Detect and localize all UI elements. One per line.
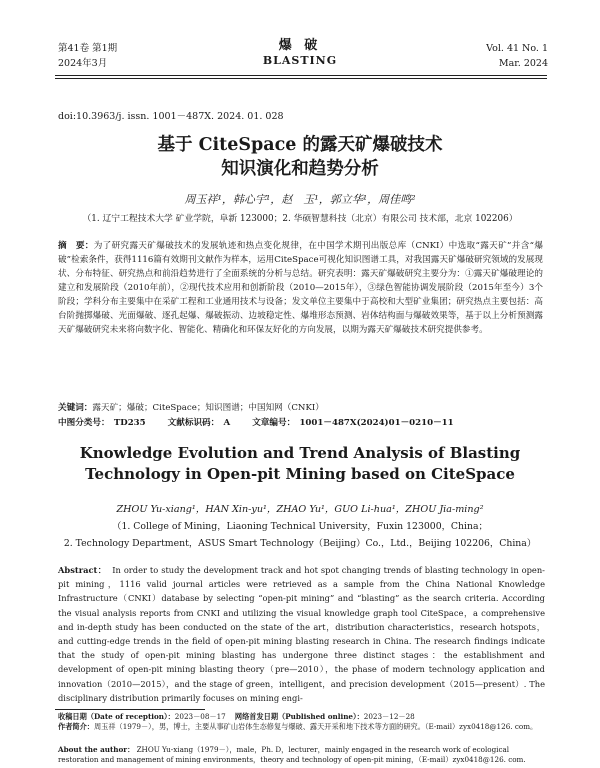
author-cn-label: 作者简介： [58,722,94,731]
affiliation-cn: （1. 辽宁工程技术大学 矿业学院，阜新 123000；2. 华硕智慧科技（北京）有限公司 技术部，北京 102206） [82,214,518,224]
classification-cn [58,417,543,430]
abstract-cn [58,239,543,337]
header-rule-2 [55,78,547,79]
received-label: 收稿日期（Date of reception）： [58,712,175,721]
authors-cn: 周玉祥¹，韩心宇¹，赵 玉¹，郭立华¹，周佳鸣² [184,193,416,206]
clc-number: 中图分类号： TD235 [58,418,146,428]
keywords-cn [58,402,543,415]
header-volume-en [486,41,548,71]
abstract-en-label: Abstract： [58,565,107,575]
affiliation-en [0,518,600,552]
author-en-label: About the author： [58,745,135,754]
affiliation-en-line1: （1. College of Mining，Liaoning Technical University，Fuxin 123000，China； [112,521,488,532]
doi[interactable]: doi:10.3963/j. issn. 1001－487X. 2024. 01. 028 [58,111,284,122]
journal-name-cn: 爆 破 [278,38,322,53]
abstract-en-text: In order to study the development track and hot spot changing trends of blasting technology in open-pit mining，1116 valid journal articles were retrieved as a sample from the China National Knowledge Infrastructure（CNKI）database by selecting “open-pit mining” and “blasting” as the search criteria. According the visual analysis reports from CNKI and utilizing the visual knowledge graph tool CiteSpace，a comprehensive and in-depth study has been conducted on the state of the art，distribution characteristics，research hotspots，and cutting-edge trends in the field of open-pit mining blasting research in China. The research findings indicate that the study of open-pit mining blasting has undergone three distinct stages：the establishment and development of open-pit mining blasting theory（pre—2010），the phase of modern technology application and innovation（2010—2015），and the stage of green，intelligent，and precision development（2015—present）. The disciplinary distribution primarily focuses on mining engi- [58,565,545,703]
footnote-rule [55,709,205,710]
date-en: Mar. 2024 [498,58,548,69]
keywords-cn-label: 关键词： [58,403,93,413]
article-id: 文章编号： 1001－487X(2024)01－0210－11 [252,418,454,428]
title-cn-line1: 基于 CiteSpace 的露天矿爆破技术 [157,135,443,155]
author-cn-bio: 周玉祥（1979－），男，博士，主要从事矿山岩体生态修复与爆破、露天开采和地下技术等方面的研究。（E-mail）zyx0418@126. com。 [93,722,538,731]
title-en [0,443,600,485]
header-rule [55,75,547,76]
footnote-author-cn [58,722,548,732]
title-en-line1: Knowledge Evolution and Trend Analysis of Blasting [79,444,521,462]
document-code: 文献标识码： A [167,418,231,428]
abstract-en [58,563,545,705]
authors-en: ZHOU Yu-xiang¹，HAN Xin-yu¹，ZHAO Yu¹，GUO Li-hua¹，ZHOU Jia-ming² [116,504,484,515]
abstract-cn-text: 为了研究露天矿爆破技术的发展轨迹和热点变化规律，在中国学术期刊出版总库（CNKI）中选取“露天矿”并含“爆破”检索条件，获得1116篇有效期刊文献作为样本，运用CiteSpace可视化知识图谱工具，对我国露天矿爆破研究领域的发展现状、分布特征、研究热点和前沿趋势进行了全面系统的分析与总结。研究表明：露天矿爆破研究主要分为：①露天矿爆破理论的建立和发展阶段（2010年前），②现代技术应用和创新阶段（2010—2015年），③绿色智能协调发展阶段（2015年至今）3个阶段；学科分布主要集中在采矿工程和工业通用技术与设备；发文单位主要集中于高校和大型矿业集团；研究热点主要包括：高台阶抛掷爆破、光面爆破、逐孔起爆、爆破振动、边坡稳定性、爆堆形态预测、岩体结构面与爆破效果等，基于以上分析预测露天矿爆破研究未来将向数字化、智能化、精确化和环保友好化的方向发展，以期为露天矿爆破技术研究提供参考。 [58,241,543,335]
footnote-dates [58,712,548,722]
title-en-line2: Technology in Open-pit Mining based on CiteSpace [85,465,515,483]
volume-en: Vol. 41 No. 1 [486,43,548,54]
footnote-author-en [58,745,548,765]
date-cn: 2024年3月 [58,58,108,69]
published-label: 网络首发日期（Published online）： [234,712,364,721]
volume-cn: 第41卷 第1期 [58,43,118,54]
affiliation-en-line2: 2. Technology Department，ASUS Smart Technology（Beijing）Co.，Ltd.，Beijing 102206，China） [63,538,537,549]
published-date: 2023－12－28 [363,712,415,721]
title-cn [0,133,600,181]
abstract-cn-label: 摘 要： [58,241,94,251]
keywords-cn-text: 露天矿；爆破；CiteSpace；知识图谱；中国知网（CNKI） [92,403,324,413]
received-date: 2023－08－17 [174,712,226,721]
author-en-bio: ZHOU Yu-xiang（1979－），male，Ph. D，lecturer，mainly engaged in the research work of ecological restoration and management of mining environments，theory and technology of open-pit mining，（E-mail）zyx0418@126. com. [58,745,526,764]
journal-name-en: BLASTING [262,54,338,67]
title-cn-line2: 知识演化和趋势分析 [221,159,379,179]
